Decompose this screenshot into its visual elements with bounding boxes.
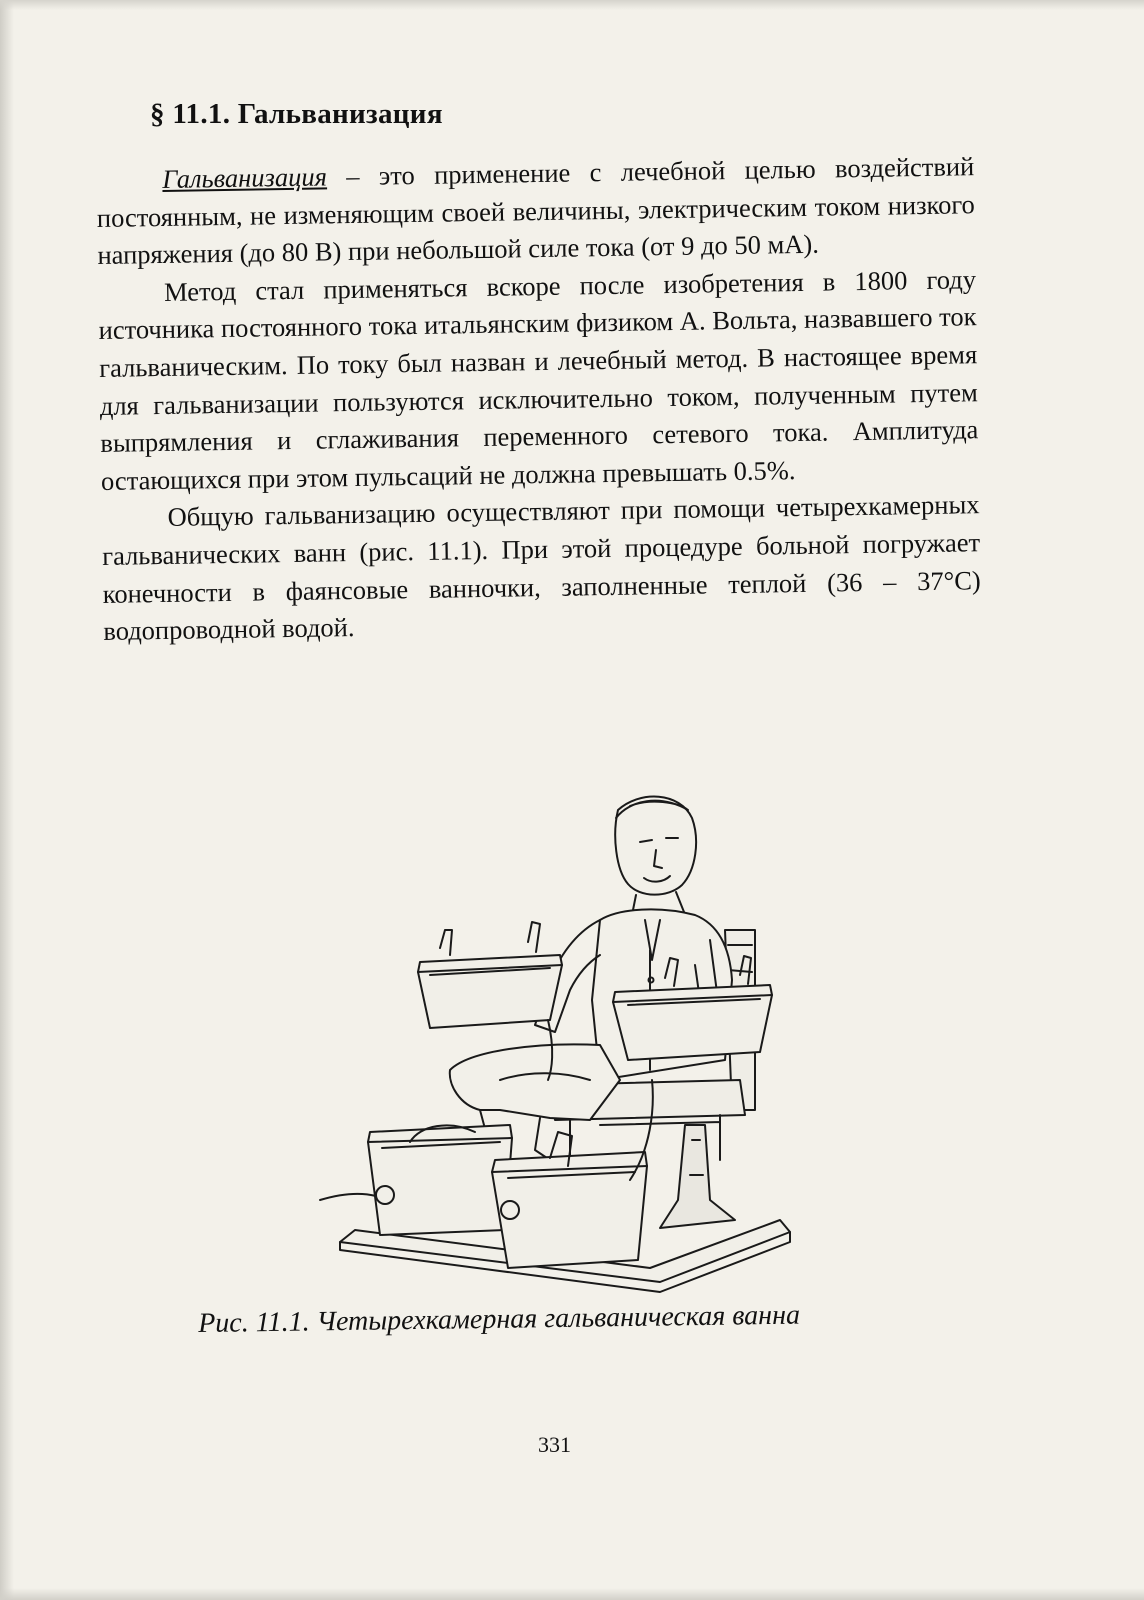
section-title: § 11.1. Гальванизация <box>150 98 443 130</box>
paragraph-definition <box>96 148 976 275</box>
body-text <box>96 148 982 650</box>
scan-edge-shadow <box>0 1588 1144 1600</box>
figure-galvanic-bath <box>300 780 800 1310</box>
scan-edge-shadow <box>0 0 14 1600</box>
page-number: 331 <box>538 1432 571 1457</box>
scan-edge-shadow <box>0 0 1144 10</box>
paragraph-history: Метод стал применяться вскоре после изобретения в 1800 году источника постоянного тока итальянским физиком А. Вольта, назвавшего ток гальваническим. По току был назван и лечебный метод. В настоящее время для гальванизации пользуются исключительно током, полученным путем выпрямления и сглаживания переменного сетевого тока. Амплитуда остающихся при этом пульсаций не должна превышать 0.5%. <box>98 263 979 496</box>
paragraph-procedure: Общую гальванизацию осуществляют при помощи четырехкамерных гальванических ванн (рис. 11.1). При этой процедуре больной погружает конечности в фаянсовые ванночки, заполненные теплой (36 – 37°С) водопроводной водой. <box>101 489 981 647</box>
paragraph-text: – это применение с лечебной целью воздействий постоянным, не изменяющим своей величины, электрическим током низкого напряжения (до 80 В) при небольшой силе тока (от 9 до 50 мА). <box>96 151 976 271</box>
figure-caption: Рис. 11.1. Четырехкамерная гальваническая ванна <box>198 1299 801 1339</box>
defined-term: Гальванизация <box>162 161 328 194</box>
galvanic-bath-illustration <box>300 780 800 1310</box>
